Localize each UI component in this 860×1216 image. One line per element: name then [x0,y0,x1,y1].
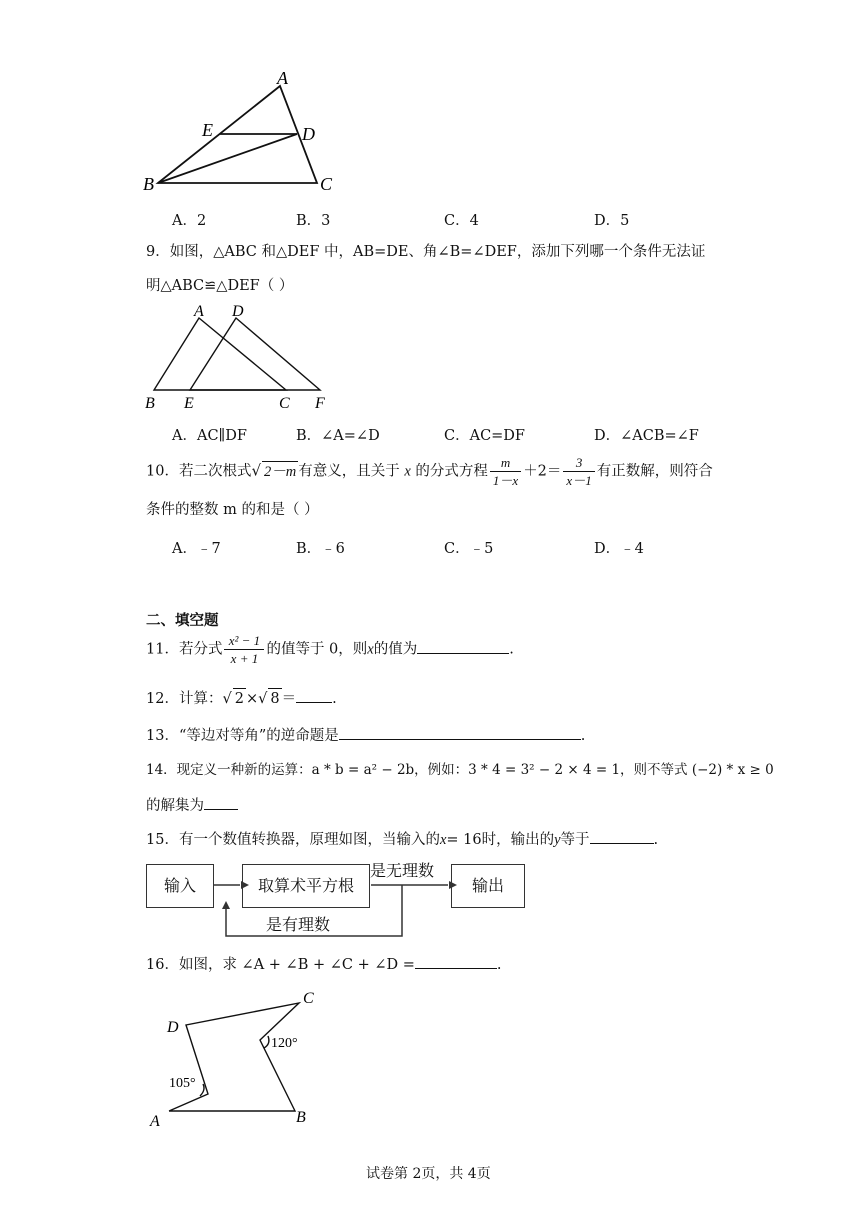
flow-label-rational: 是有理数 [266,915,331,934]
q8-option-c: C．4 [444,213,479,229]
label-B: B [296,1109,306,1126]
triangles-figure-q9 [140,302,340,414]
label-C: C [320,174,333,194]
label-F: F [315,395,325,412]
q9-option-c: C．AC=DF [444,428,525,444]
triangle-figure-q8 [140,66,340,196]
label-C: C [279,395,290,412]
label-105: 105° [169,1076,196,1091]
label-A: A [150,1113,160,1130]
q10-line1: 10．若二次根式√ 2－m 有意义，且关于 x 的分式方程 $\frac{m}{1-x}$ ＋2＝ $\frac{3}{x-1}$ 有正数解，则符合 [146,455,713,488]
page-footer: 试卷第 2页，共 4页 [366,1166,491,1182]
q14-answer-blank[interactable] [204,795,238,810]
q13-answer-blank[interactable] [339,725,581,740]
q10-option-b: B．﹣6 [296,541,345,557]
flow-output-box: 输出 [451,864,525,908]
q13: 13．“等边对等角”的逆命题是 . [146,725,585,746]
q9-option-d: D．∠ACB=∠F [594,428,699,444]
label-B: B [143,174,154,194]
label-E: E [202,120,213,140]
label-E: E [184,395,194,412]
q9-line2: 明△ABC≌△DEF（ ） [146,278,294,294]
q9-line1: 9．如图，△ABC 和△DEF 中，AB=DE、角∠B=∠DEF，添加下列哪一个条件无法证 [146,244,706,260]
q12: 12．计算：√ 2 ×√ 8 ＝ . [146,688,337,709]
label-A: A [277,68,288,88]
label-D: D [302,124,315,144]
flow-input-box: 输入 [146,864,214,908]
q9-option-b: B．∠A=∠D [296,428,380,444]
label-D: D [167,1019,179,1036]
flow-sqrt-box: 取算术平方根 [242,864,370,908]
q12-answer-blank[interactable] [296,688,332,703]
q10-option-d: D．﹣4 [594,541,644,557]
q16-answer-blank[interactable] [415,954,497,969]
flow-arrows [140,856,540,940]
q14-line1: 14．现定义一种新的运算：a * b = a² − 2b，例如：3 * 4 = 3² − 2 × 4 = 1，则不等式 (−2) * x ≥ 0 [146,762,774,778]
q8-option-d: D．5 [594,213,630,229]
q14-line2: 的解集为 [146,795,238,816]
q8-option-a: A．2 [172,213,207,229]
label-C: C [303,990,314,1007]
section-title: 二、填空题 [146,613,219,629]
q9-option-a: A．AC∥DF [172,428,247,444]
q15-answer-blank[interactable] [590,829,654,844]
q10-option-a: A．﹣7 [172,541,221,557]
q11: 11．若分式 $\frac{\text{x² − 1}}{x + 1}$ 的值等于 0，则x的值为 . [146,633,514,666]
label-B: B [145,395,155,412]
label-A: A [194,303,204,320]
polygon-figure-q16 [140,986,340,1131]
label-120: 120° [271,1036,298,1051]
label-D: D [232,303,244,320]
q15: 15．有一个数值转换器，原理如图，当输入的x= 16时，输出的y等于 . [146,829,658,850]
q8-option-b: B．3 [296,213,331,229]
q11-answer-blank[interactable] [417,639,509,654]
q10-line2: 条件的整数 m 的和是（ ） [146,502,319,518]
q10-option-c: C．﹣5 [444,541,494,557]
flow-label-irrational: 是无理数 [370,861,435,880]
q16: 16．如图，求 ∠A + ∠B + ∠C + ∠D = . [146,954,501,975]
